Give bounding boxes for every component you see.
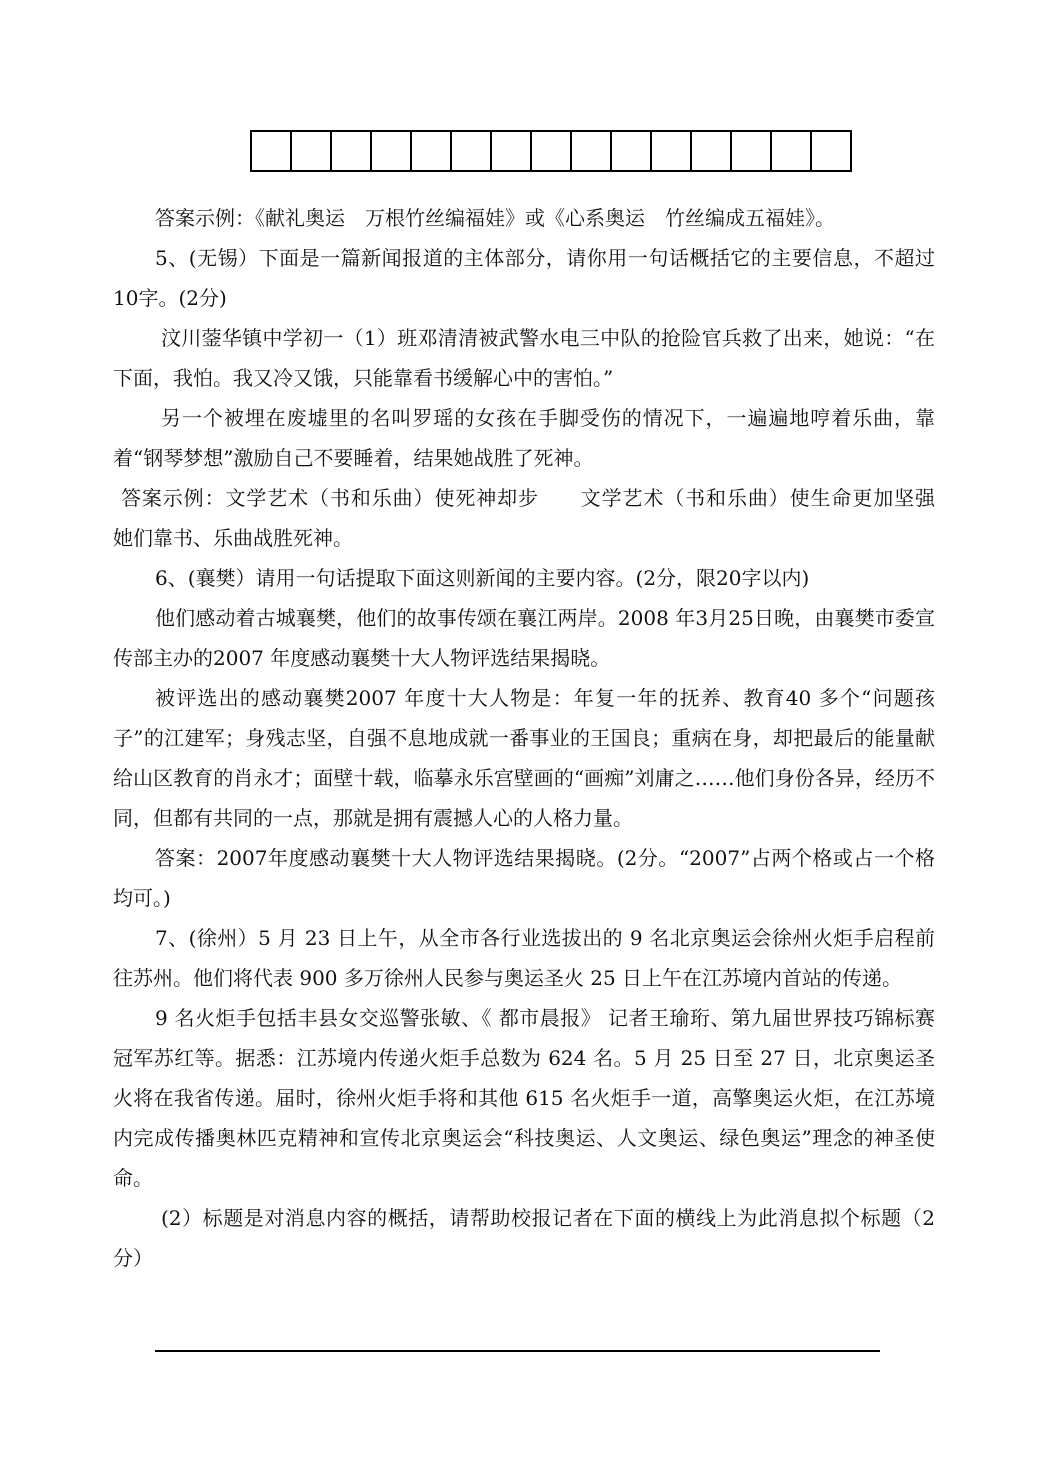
paragraph-q6-news-2: 被评选出的感动襄樊2007 年度十大人物是：年复一年的抚养、教育40 多个“问题孩子”的江建军；身残志坚，自强不息地成就一番事业的王国良；重病在身，却把最后的能量献给山区教育的肖永才；面壁十载，临摹永乐宫壁画的“画痴”刘庸之……他们身份各异，经历不同，但都有共同的一点，那就是拥有震撼人心的人格力量。: [113, 686, 935, 830]
answer-grid-cell: [772, 130, 812, 172]
paragraph-q5-news-1: 汶川蓥华镇中学初一（1）班邓清清被武警水电三中队的抢险官兵救了出来，她说：“在下面，我怕。我又冷又饿，只能靠看书缓解心中的害怕。”: [113, 326, 935, 390]
answer-grid-cell: [692, 130, 732, 172]
paragraph-q6-answer: 答案：2007年度感动襄樊十大人物评选结果揭晓。(2分。“2007”占两个格或占一个格均可。): [113, 846, 935, 910]
answer-grid-cell: [612, 130, 652, 172]
answer-grid-cell: [372, 130, 412, 172]
paragraph-q7-news-1: 7、(徐州）5 月 23 日上午，从全市各行业选拔出的 9 名北京奥运会徐州火炬手启程前往苏州。他们将代表 900 多万徐州人民参与奥运圣火 25 日上午在江苏境内首站的传递。: [113, 926, 935, 990]
answer-grid-cell: [812, 130, 852, 172]
answer-grid-cell: [412, 130, 452, 172]
document-body: [113, 198, 955, 1278]
paragraph-q6-news-1: 他们感动着古城襄樊，他们的故事传颂在襄江两岸。2008 年3月25日晚，由襄樊市委宣传部主办的2007 年度感动襄樊十大人物评选结果揭晓。: [113, 606, 935, 670]
paragraph-q5-answer: 答案示例：文学艺术（书和乐曲）使死神却步 文学艺术（书和乐曲）使生命更加坚强 她们靠书、乐曲战胜死神。: [113, 486, 955, 550]
paragraph-q7-prompt-2: (2）标题是对消息内容的概括，请帮助校报记者在下面的横线上为此消息拟个标题（2 分）: [113, 1206, 935, 1270]
paragraph-q5-prompt: 5、(无锡）下面是一篇新闻报道的主体部分，请你用一句话概括它的主要信息，不超过10字。(2分): [113, 246, 935, 310]
answer-grid-cell: [292, 130, 332, 172]
paragraph-q7-news-2: 9 名火炬手包括丰县女交巡警张敏、《 都市晨报》 记者王瑜珩、第九届世界技巧锦标赛冠军苏红等。据悉：江苏境内传递火炬手总数为 624 名。5 月 25 日至 27 日，北京奥运圣火将在我省传递。届时，徐州火炬手将和其他 615 名火炬手一道，高擎奥运火炬，在江苏境内完成传播奥林匹克精神和宣传北京奥运会“科技奥运、人文奥运、绿色奥运”理念的神圣使命。: [113, 1006, 935, 1190]
paragraph-q5-news-2: 另一个被埋在废墟里的名叫罗瑶的女孩在手脚受伤的情况下，一遍遍地哼着乐曲，靠着“钢琴梦想”激励自己不要睡着，结果她战胜了死神。: [113, 406, 935, 470]
answer-grid-cell: [732, 130, 772, 172]
answer-grid-cell: [332, 130, 372, 172]
paragraph-q4-answer: 答案示例：《献礼奥运 万根竹丝编福娃》或《心系奥运 竹丝编成五福娃》。: [155, 206, 835, 230]
answer-grid-cell: [532, 130, 572, 172]
answer-grid-cell: [492, 130, 532, 172]
answer-grid: [250, 130, 852, 172]
answer-grid-cell: [252, 130, 292, 172]
answer-grid-cell: [572, 130, 612, 172]
paragraph-q6-prompt: 6、(襄樊）请用一句话提取下面这则新闻的主要内容。(2分，限20字以内): [155, 566, 810, 590]
answer-grid-cell: [452, 130, 492, 172]
answer-grid-cell: [652, 130, 692, 172]
answer-blank-line: [155, 1350, 880, 1352]
